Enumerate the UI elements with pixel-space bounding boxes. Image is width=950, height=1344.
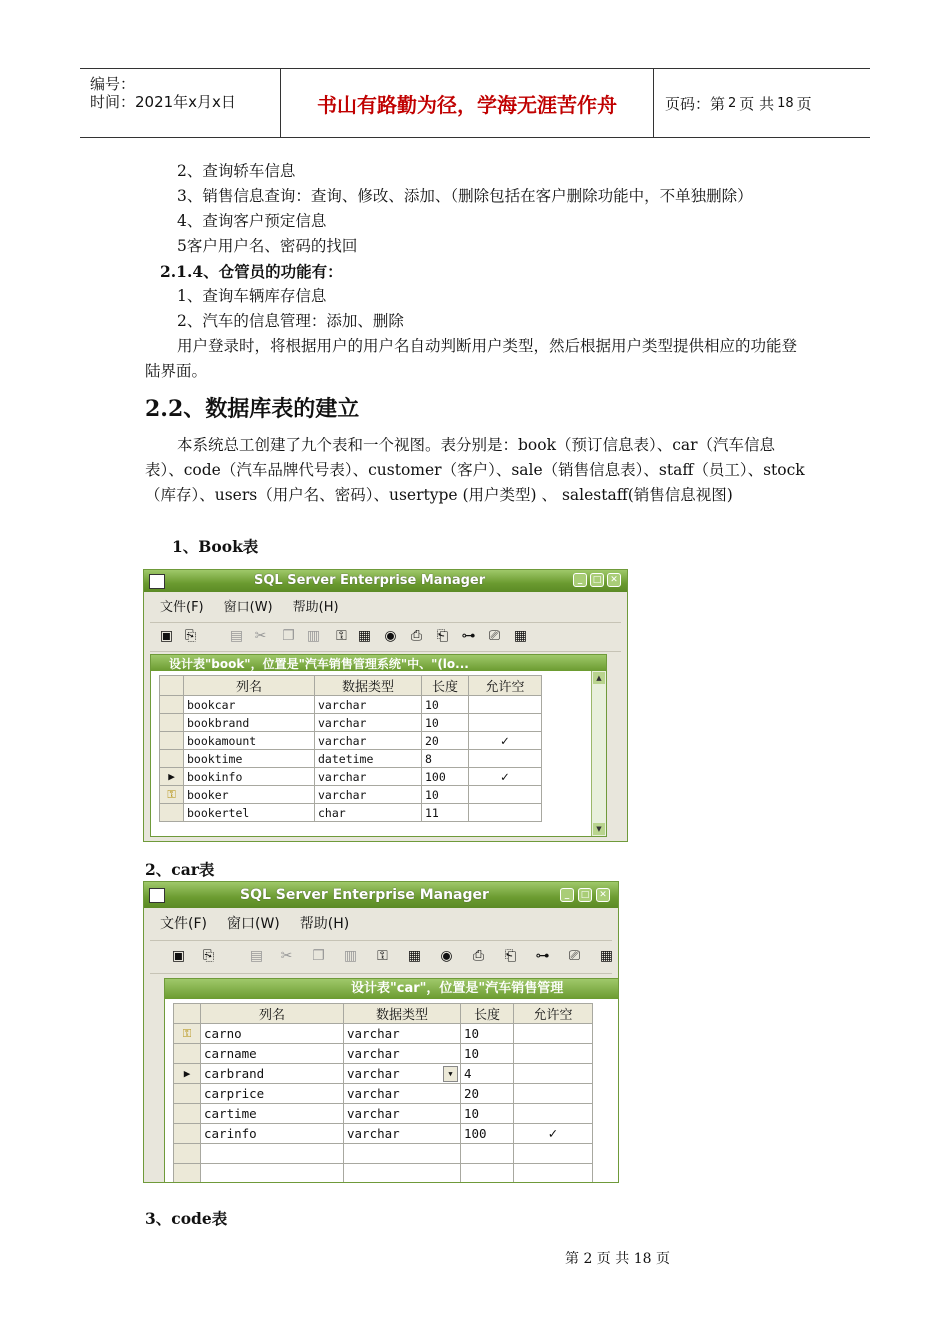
- row-selector[interactable]: ⚿: [174, 1024, 201, 1044]
- cell-name[interactable]: bookbrand: [184, 714, 315, 732]
- paragraph: 用户登录时，将根据用户的用户名自动判断用户类型，然后根据用户类型提供相应的功能登陆界面。: [145, 337, 798, 380]
- row-selector[interactable]: ⚿: [160, 786, 184, 804]
- properties-icon[interactable]: ⎘: [202, 948, 215, 964]
- close-icon[interactable]: ✕: [596, 888, 610, 902]
- cell-type[interactable]: varchar: [315, 768, 422, 786]
- table-row[interactable]: [160, 768, 542, 786]
- cell-length[interactable]: 10: [422, 714, 469, 732]
- grid-header: [174, 1004, 593, 1024]
- cell-name[interactable]: carbrand: [201, 1064, 344, 1084]
- cell-name[interactable]: carinfo: [201, 1124, 344, 1144]
- cell-type[interactable]: varchar: [344, 1084, 461, 1104]
- row-selector[interactable]: [174, 1044, 201, 1064]
- row-selector[interactable]: [160, 750, 184, 768]
- cell-nullable[interactable]: ✓: [514, 1124, 593, 1144]
- caption-book: 1、Book表: [172, 537, 259, 556]
- row-selector[interactable]: ▶: [174, 1064, 201, 1084]
- key-icon[interactable]: ⚿: [336, 628, 347, 644]
- cell-name[interactable]: bookamount: [184, 732, 315, 750]
- columns-grid[interactable]: [159, 675, 542, 822]
- sql-window-book: [143, 569, 628, 842]
- table-icon[interactable]: ▦: [599, 948, 614, 964]
- section-paragraph: 本系统总工创建了九个表和一个视图。表分别是：book（预订信息表）、car（汽车信息表）、code（汽车品牌代号表）、customer（客户）、sale（销售信息表）、staff（员工）、stock（库存）、users（用户名、密码）、usertype (用户类型) 、 salestaff(销售信息视图): [145, 436, 805, 504]
- table-row[interactable]: [174, 1124, 593, 1144]
- tree-icon[interactable]: ⊶: [461, 628, 476, 644]
- subsection-heading: 2.1.4、仓管员的功能有：: [160, 262, 343, 281]
- cell-name[interactable]: booker: [184, 786, 315, 804]
- cell-length[interactable]: 20: [422, 732, 469, 750]
- relationships-icon[interactable]: ▦: [407, 948, 422, 964]
- columns-grid[interactable]: [173, 1003, 593, 1183]
- design-table-panel: [164, 978, 619, 1183]
- cell-nullable[interactable]: [514, 1144, 593, 1164]
- cell-name[interactable]: cartime: [201, 1104, 344, 1124]
- constraints-icon[interactable]: ⎗: [436, 628, 449, 644]
- table-row[interactable]: [174, 1164, 593, 1184]
- table-row[interactable]: [174, 1144, 593, 1164]
- minimize-icon[interactable]: _: [573, 573, 587, 587]
- design-table-titlebar: [165, 979, 619, 999]
- paste-icon[interactable]: ▥: [306, 628, 321, 644]
- row-selector[interactable]: [174, 1124, 201, 1144]
- list-item: 4、查询客户预定信息: [177, 212, 327, 230]
- script-icon[interactable]: ⎚: [568, 948, 581, 964]
- cell-nullable[interactable]: [514, 1084, 593, 1104]
- cell-length[interactable]: 10: [461, 1044, 514, 1064]
- col-header-nullable: 允许空: [469, 676, 542, 696]
- table-row[interactable]: [160, 804, 542, 822]
- col-header-length: 长度: [461, 1004, 514, 1024]
- col-header-length: 长度: [422, 676, 469, 696]
- list-item: 1、查询车辆库存信息: [177, 287, 327, 305]
- dropdown-arrow-icon[interactable]: ▼: [443, 1066, 458, 1082]
- cell-type[interactable]: [344, 1164, 461, 1184]
- cell-type[interactable]: varchar: [344, 1124, 461, 1144]
- cell-length[interactable]: 10: [461, 1104, 514, 1124]
- sql-window-car: [143, 881, 619, 1183]
- cell-length[interactable]: 100: [422, 768, 469, 786]
- table-row[interactable]: [160, 714, 542, 732]
- row-selector[interactable]: [160, 804, 184, 822]
- table-row[interactable]: [160, 750, 542, 768]
- cell-nullable[interactable]: [514, 1024, 593, 1044]
- table-row[interactable]: [174, 1044, 593, 1064]
- insert-column-icon[interactable]: ▤: [249, 948, 264, 964]
- col-header-name: 列名: [184, 676, 315, 696]
- cell-length[interactable]: 8: [422, 750, 469, 768]
- page-mid: 页 共: [739, 94, 775, 113]
- caption-car: 2、car表: [145, 860, 215, 879]
- menu-bar: [144, 910, 618, 936]
- globe-icon[interactable]: ◉: [440, 948, 453, 964]
- cell-type[interactable]: [344, 1064, 461, 1084]
- cell-name[interactable]: [201, 1164, 344, 1184]
- cell-length[interactable]: [461, 1164, 514, 1184]
- maximize-icon[interactable]: □: [578, 888, 592, 902]
- cell-name[interactable]: bookinfo: [184, 768, 315, 786]
- maximize-icon[interactable]: □: [590, 573, 604, 587]
- design-table-title: 设计表"car"，位置是"汽车销售管理: [351, 981, 564, 996]
- cell-name[interactable]: [201, 1144, 344, 1164]
- toolbar: [150, 940, 612, 974]
- window-title: SQL Server Enterprise Manager: [240, 887, 489, 903]
- title-bar: [144, 570, 627, 592]
- row-selector[interactable]: [174, 1164, 201, 1184]
- cell-length[interactable]: 10: [422, 696, 469, 714]
- design-table-titlebar: [151, 655, 606, 671]
- cell-nullable[interactable]: [514, 1044, 593, 1064]
- close-icon[interactable]: ✕: [607, 573, 621, 587]
- scroll-up-icon[interactable]: ▲: [593, 672, 605, 684]
- cell-length[interactable]: 20: [461, 1084, 514, 1104]
- cell-type[interactable]: varchar: [344, 1044, 461, 1064]
- list-item: 2、汽车的信息管理：添加、删除: [177, 312, 404, 330]
- list-item: 5客户用户名、密码的找回: [177, 237, 358, 255]
- properties-icon[interactable]: ⎘: [184, 628, 197, 644]
- cut-icon[interactable]: ✂: [280, 948, 293, 964]
- cell-name[interactable]: carno: [201, 1024, 344, 1044]
- cell-name[interactable]: carname: [201, 1044, 344, 1064]
- cell-length[interactable]: 100: [461, 1124, 514, 1144]
- insert-column-icon[interactable]: ▤: [229, 628, 244, 644]
- col-header-type: 数据类型: [344, 1004, 461, 1024]
- table-row[interactable]: [160, 786, 542, 804]
- menu-help[interactable]: 帮助(H): [292, 599, 339, 615]
- table-row[interactable]: [174, 1024, 593, 1044]
- title-bar: [144, 882, 618, 908]
- cell-nullable[interactable]: [469, 804, 542, 822]
- header-left-cell: [80, 69, 281, 137]
- page-footer: 第 2 页 共 18 页: [565, 1251, 670, 1267]
- cell-name[interactable]: carprice: [201, 1084, 344, 1104]
- table-row[interactable]: [160, 696, 542, 714]
- cell-type[interactable]: varchar: [344, 1104, 461, 1124]
- grid-corner: [160, 676, 184, 696]
- app-icon: [149, 888, 165, 903]
- key-icon[interactable]: ⚿: [377, 948, 388, 964]
- header-page-info: [665, 69, 812, 137]
- cell-type[interactable]: varchar: [315, 732, 422, 750]
- table-row[interactable]: [174, 1064, 593, 1084]
- cell-nullable[interactable]: [514, 1164, 593, 1184]
- list-item: 3、销售信息查询：查询、修改、添加、（删除包括在客户删除功能中，不单独删除）: [177, 187, 753, 205]
- row-selector[interactable]: [174, 1084, 201, 1104]
- row-selector[interactable]: [160, 696, 184, 714]
- cell-length[interactable]: 11: [422, 804, 469, 822]
- page-prefix: 页码：第: [665, 94, 726, 113]
- page-number: 2: [728, 95, 737, 111]
- design-table-title: 设计表"book"，位置是"汽车销售管理系统"中、"(lo...: [169, 657, 469, 671]
- cell-name[interactable]: bookcar: [184, 696, 315, 714]
- table-row[interactable]: [174, 1084, 593, 1104]
- menu-file[interactable]: 文件(F): [160, 599, 204, 615]
- page-total: 18: [777, 95, 794, 111]
- time-label: 时间：2021年x月x日: [90, 93, 236, 111]
- menu-bar: [144, 592, 627, 618]
- list-item: 2、查询轿车信息: [177, 162, 296, 180]
- cell-nullable[interactable]: [514, 1104, 593, 1124]
- cell-length[interactable]: 10: [461, 1024, 514, 1044]
- menu-help[interactable]: 帮助(H): [299, 916, 350, 932]
- globe-icon[interactable]: ◉: [384, 628, 397, 644]
- window-title: SQL Server Enterprise Manager: [254, 573, 486, 588]
- row-selector[interactable]: ▶: [160, 768, 184, 786]
- header-motto: 书山有路勤为径，学海无涯苦作舟: [281, 69, 654, 137]
- grid-corner: [174, 1004, 201, 1024]
- cell-nullable[interactable]: [469, 786, 542, 804]
- cell-name[interactable]: booktime: [184, 750, 315, 768]
- scroll-down-icon[interactable]: ▼: [593, 823, 605, 835]
- cell-type[interactable]: datetime: [315, 750, 422, 768]
- col-header-name: 列名: [201, 1004, 344, 1024]
- save-icon[interactable]: ▣: [171, 948, 186, 964]
- cell-nullable[interactable]: [469, 696, 542, 714]
- table-row[interactable]: [174, 1104, 593, 1124]
- section-title: 2.2、数据库表的建立: [145, 396, 360, 422]
- menu-file[interactable]: 文件(F): [160, 916, 207, 932]
- paste-icon[interactable]: ▥: [343, 948, 358, 964]
- row-selector[interactable]: [174, 1104, 201, 1124]
- cell-length[interactable]: [461, 1144, 514, 1164]
- cell-length[interactable]: 10: [422, 786, 469, 804]
- cell-name[interactable]: bookertel: [184, 804, 315, 822]
- minimize-icon[interactable]: _: [560, 888, 574, 902]
- menu-window[interactable]: 窗口(W): [226, 916, 280, 932]
- copy-icon[interactable]: ❐: [312, 948, 325, 964]
- number-label: 编号：: [90, 75, 136, 93]
- cell-nullable[interactable]: ✓: [469, 732, 542, 750]
- cell-type-value: varchar: [347, 1066, 400, 1081]
- cell-type[interactable]: varchar: [315, 714, 422, 732]
- cell-nullable[interactable]: [514, 1064, 593, 1084]
- cell-type[interactable]: varchar: [344, 1024, 461, 1044]
- cut-icon[interactable]: ✂: [254, 628, 267, 644]
- toolbar: [150, 622, 621, 652]
- cell-type[interactable]: varchar: [315, 786, 422, 804]
- table-icon[interactable]: ▦: [513, 628, 528, 644]
- cell-type[interactable]: [344, 1144, 461, 1164]
- index-icon[interactable]: ⎙: [410, 628, 423, 644]
- index-icon[interactable]: ⎙: [472, 948, 485, 964]
- row-selector[interactable]: [160, 732, 184, 750]
- col-header-type: 数据类型: [315, 676, 422, 696]
- cell-type[interactable]: varchar: [315, 696, 422, 714]
- cell-length[interactable]: 4: [461, 1064, 514, 1084]
- vertical-scrollbar[interactable]: [591, 671, 606, 836]
- page-suffix: 页: [796, 94, 812, 113]
- grid-header: [160, 676, 542, 696]
- relationships-icon[interactable]: ▦: [357, 628, 372, 644]
- constraints-icon[interactable]: ⎗: [504, 948, 517, 964]
- app-icon: [149, 574, 165, 589]
- menu-window[interactable]: 窗口(W): [223, 599, 273, 615]
- cell-nullable[interactable]: ✓: [469, 768, 542, 786]
- design-table-panel: [150, 654, 607, 837]
- copy-icon[interactable]: ❐: [282, 628, 295, 644]
- table-row[interactable]: [160, 732, 542, 750]
- tree-icon[interactable]: ⊶: [535, 948, 550, 964]
- col-header-nullable: 允许空: [514, 1004, 593, 1024]
- row-selector[interactable]: [174, 1144, 201, 1164]
- page-header: [80, 68, 870, 138]
- cell-nullable[interactable]: [469, 750, 542, 768]
- script-icon[interactable]: ⎚: [488, 628, 501, 644]
- row-selector[interactable]: [160, 714, 184, 732]
- save-icon[interactable]: ▣: [159, 628, 174, 644]
- cell-nullable[interactable]: [469, 714, 542, 732]
- cell-type[interactable]: char: [315, 804, 422, 822]
- caption-code: 3、code表: [145, 1209, 228, 1228]
